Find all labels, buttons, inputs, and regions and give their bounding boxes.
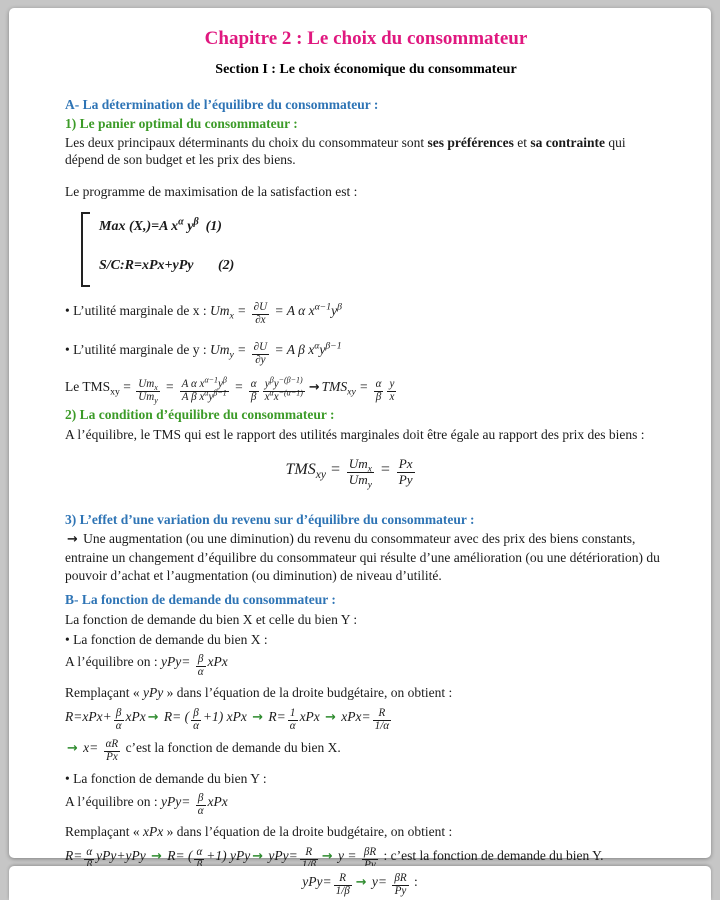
- program-constraint-line: S/C:R=xPx+yPy (2): [99, 257, 235, 273]
- document-page: [9, 8, 711, 864]
- paragraph-income-effect: → Une augmentation (ou une diminution) du revenu du consommateur avec des prix des biens constants, entraine un changement d’équilibre du consommateur qui résulte d’une amélioration (ou une détérioration) du pouvoir d’achat et l’augmentation (ou diminution) de niveau d’utilité.: [65, 531, 660, 584]
- paragraph-determinants: Les deux principaux déterminants du choix du consommateur sont ses préférences et sa contrainte qui dépend de son budget et les prix des biens.: [65, 134, 626, 168]
- paragraph-program-label: Le programme de maximisation de la satisfaction est :: [65, 184, 358, 200]
- demand-y-bullet: • La fonction de demande du bien Y :: [65, 770, 267, 786]
- demand-functions-intro: La fonction de demande du bien X et celle du bien Y :: [65, 611, 358, 627]
- paragraph-equilibrium: A l’équilibre, le TMS qui est le rapport des utilités marginales doit être égale au rapport des prix des biens :: [65, 426, 645, 442]
- tms-derivation-line: Le $TMS_{xy}$ = $\frac{Um_x}{Um_y}$ = $\frac{A \alpha x^{\alpha-1}y^\beta}{A \beta x^\alpha y^{\beta-1}}$ = $\frac{\alpha}{\beta}$ $\frac{y^\beta y^{-(\beta-1)}}{x^\alpha x^{-(\alpha-1)}}$ → $TMS_{xy}$ = $\frac{\alpha}{\beta}$ $\frac{y}{x}$: [65, 375, 395, 405]
- heading-1-panier-optimal: 1) Le panier optimal du consommateur :: [65, 115, 298, 131]
- tms-equilibrium-formula: $TMS_{xy}$ = $\frac{Um_x}{Um_y}$ = $\frac{Px}{Py}$: [285, 456, 413, 491]
- next-page-formula: yPy= $\frac{R}{1/\beta}$ → y= $\frac{\beta R}{Py}$ :: [302, 872, 418, 898]
- demand-x-substitution: Remplaçant « yPy » dans l’équation de la droite budgétaire, on obtient :: [65, 684, 453, 700]
- chapter-title: Chapitre 2 : Le choix du consommateur: [204, 28, 528, 49]
- section-subtitle: Section I : Le choix économique du consommateur: [215, 62, 517, 77]
- marginal-utility-y-line: • L’utilité marginale de y : $Um_y$ = $\frac{\partial U}{\partial y}$ = A β $x^\alpha y^{\beta-1}$: [65, 340, 342, 366]
- heading-a-determination: A- La détermination de l’équilibre du consommateur :: [65, 97, 379, 112]
- demand-x-derivation: R=xPx+ $\frac{\beta}{\alpha}$ xPx → R= ( $\frac{\beta}{\alpha}$ +1) xPx → R= $\frac{1}{\alpha}$ xPx → xPx= $\frac{R}{1/\alpha}$: [65, 706, 390, 732]
- demand-x-equilibrium: A l’équilibre on : yPy= $\frac{\beta}{\alpha}$ xPx: [65, 652, 228, 678]
- demand-y-equilibrium: A l’équilibre on : yPy= $\frac{\beta}{\alpha}$ xPx: [65, 792, 228, 818]
- heading-b-fonction-demande: B- La fonction de demande du consommateur :: [65, 592, 336, 608]
- heading-2-condition-equilibre: 2) La condition d’équilibre du consommateur :: [65, 406, 335, 422]
- demand-y-derivation: R= α yPy+yPy → R= ( α +1) yPy → yPy= R → y = βR : c’est la fonction de demande du bien Y.: [65, 846, 604, 864]
- heading-3-variation-revenu: 3) L’effet d’une variation du revenu sur d’équilibre du consommateur :: [65, 511, 475, 527]
- marginal-utility-x-line: • L’utilité marginale de x : $Um_x$ = $\frac{\partial U}{\partial x}$ = A α $x^{\alpha-1}y^\beta$: [65, 301, 342, 327]
- next-page-top-edge: [9, 866, 711, 900]
- maximization-system-brace: [81, 213, 667, 286]
- program-objective-line: Max (X,)=A $x^\alpha$ $y^\beta$ (1): [99, 216, 222, 235]
- demand-x-result: → x= $\frac{\alpha R}{Px}$ c’est la fonction de demande du bien X.: [67, 738, 341, 764]
- demand-y-substitution: Remplaçant « xPx » dans l’équation de la droite budgétaire, on obtient :: [65, 824, 453, 840]
- demand-x-bullet: • La fonction de demande du bien X :: [65, 631, 268, 647]
